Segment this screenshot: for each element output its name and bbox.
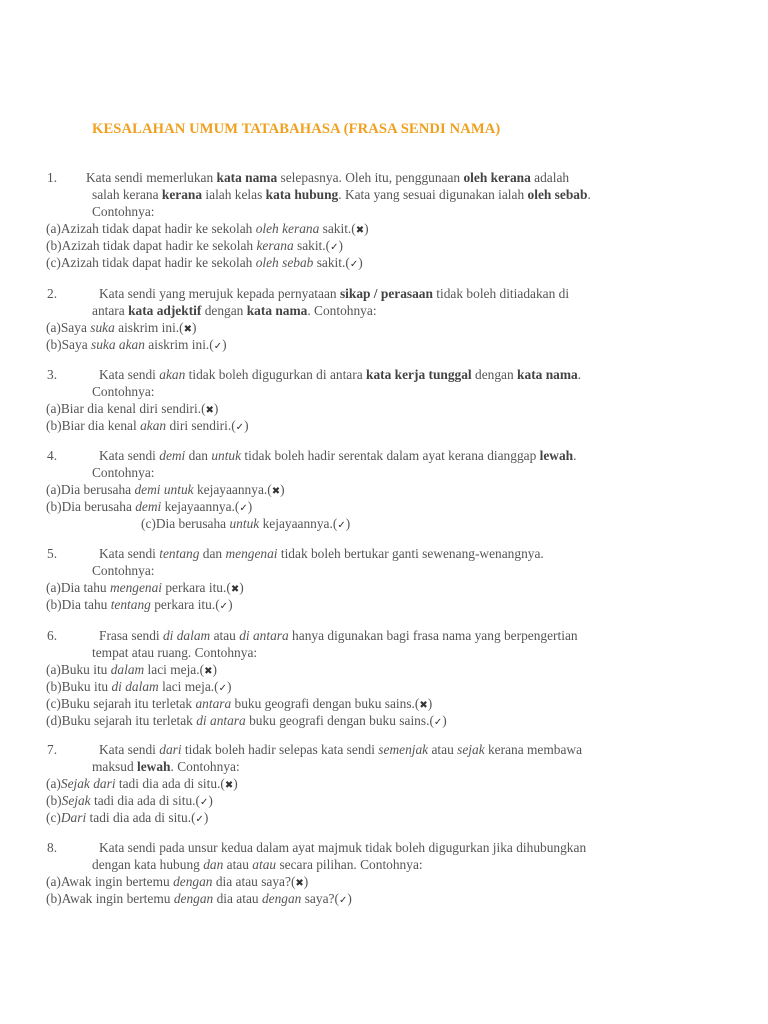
check-mark-icon: ✓ xyxy=(330,242,339,253)
example-line: (a)Sejak dari tadi dia ada di situ.(✖) xyxy=(46,776,238,791)
bold-term: lewah xyxy=(137,759,171,774)
cross-mark-icon: ✖ xyxy=(224,780,234,791)
italic-term: oleh kerana xyxy=(255,221,320,236)
example-line: (b)Azizah tidak dapat hadir ke sekolah kerana sakit.(✓) xyxy=(46,238,343,253)
italic-term: Sejak dari xyxy=(60,776,116,791)
bold-term: kata adjektif xyxy=(128,303,202,318)
italic-term: di antara xyxy=(196,713,246,728)
check-mark-icon: ✓ xyxy=(239,503,248,514)
point-text-line: Kata sendi demi dan untuk tidak boleh hadir serentak dalam ayat kerana dianggap lewah. xyxy=(99,448,577,463)
example-line: (a)Dia berusaha demi untuk kejayaannya.(✖) xyxy=(46,482,285,497)
italic-term: dengan xyxy=(173,891,214,906)
cross-mark-icon: ✖ xyxy=(204,666,213,677)
example-line: (b)Saya suka akan aiskrim ini.(✓) xyxy=(46,337,227,352)
point-text-line: Kata sendi tentang dan mengenai tidak boleh bertukar ganti sewenang-wenangnya. xyxy=(99,546,544,561)
cross-mark-icon: ✖ xyxy=(205,405,214,416)
example-line: (c)Azizah tidak dapat hadir ke sekolah oleh sebab sakit.(✓) xyxy=(46,255,363,270)
example-line: (b)Dia tahu tentang perkara itu.(✓) xyxy=(46,597,233,612)
italic-term: atau xyxy=(252,857,277,872)
example-line: (b)Biar dia kenal akan diri sendiri.(✓) xyxy=(46,418,249,433)
example-line: (a)Saya suka aiskrim ini.(✖) xyxy=(46,320,197,335)
cross-mark-icon: ✖ xyxy=(183,324,193,335)
example-line: (b)Sejak tadi dia ada di situ.(✓) xyxy=(46,793,213,808)
point-text-line: dengan kata hubung dan atau atau secara pilihan. Contohnya: xyxy=(92,857,423,872)
point-text-line: Contohnya: xyxy=(92,563,155,578)
italic-term: kerana xyxy=(256,238,294,253)
check-mark-icon: ✓ xyxy=(235,422,245,433)
cross-mark-icon: ✖ xyxy=(271,486,281,497)
point-text-line: Kata sendi yang merujuk kepada pernyataan sikap / perasaan tidak boleh ditiadakan di xyxy=(99,286,570,301)
point-text-line: Contohnya: xyxy=(92,465,155,480)
cross-mark-icon: ✖ xyxy=(419,700,428,711)
point-text-line: antara kata adjektif dengan kata nama. Contohnya: xyxy=(92,303,377,318)
example-line: (a)Buku itu dalam laci meja.(✖) xyxy=(46,662,217,677)
point-number: 7. xyxy=(47,742,58,757)
italic-term: semenjak xyxy=(378,742,429,757)
italic-term: antara xyxy=(195,696,232,711)
italic-term: dan xyxy=(203,857,224,872)
point-text-line: Kata sendi memerlukan kata nama selepasnya. Oleh itu, penggunaan oleh kerana adalah xyxy=(86,170,570,185)
cross-mark-icon: ✖ xyxy=(355,225,365,236)
bold-term: kata kerja tunggal xyxy=(366,367,472,382)
example-line: (c)Buku sejarah itu terletak antara buku geografi dengan buku sains.(✖) xyxy=(46,696,433,711)
bold-term: sikap / perasaan xyxy=(339,286,433,301)
point-number: 8. xyxy=(47,840,58,855)
point-number: 6. xyxy=(47,628,58,643)
example-line: (c)Dia berusaha untuk kejayaannya.(✓) xyxy=(141,516,351,531)
italic-term: sejak xyxy=(457,742,485,757)
check-mark-icon: ✓ xyxy=(213,341,223,352)
italic-term: dengan xyxy=(261,891,302,906)
example-line: (c)Dari tadi dia ada di situ.(✓) xyxy=(46,810,209,825)
check-mark-icon: ✓ xyxy=(338,895,348,906)
italic-term: untuk xyxy=(211,448,242,463)
example-line: (a)Dia tahu mengenai perkara itu.(✖) xyxy=(46,580,244,595)
bold-term: kata nama xyxy=(517,367,578,382)
italic-term: tentang xyxy=(110,597,151,612)
italic-term: mengenai xyxy=(109,580,163,595)
example-line: (b)Awak ingin bertemu dengan dia atau dengan saya?(✓) xyxy=(46,891,352,906)
bold-term: kerana xyxy=(161,187,203,202)
italic-term: demi xyxy=(135,499,162,514)
italic-term: demi xyxy=(159,448,186,463)
bold-term: kata nama xyxy=(216,170,278,185)
bold-term: oleh sebab xyxy=(527,187,588,202)
check-mark-icon: ✓ xyxy=(195,814,204,825)
example-line: (b)Buku itu di dalam laci meja.(✓) xyxy=(46,679,232,694)
point-text-line: Kata sendi dari tidak boleh hadir selepas kata sendi semenjak atau sejak kerana membawa xyxy=(99,742,583,757)
point-text-line: Contohnya: xyxy=(92,204,155,219)
check-mark-icon: ✓ xyxy=(433,717,443,728)
example-line: (a)Biar dia kenal diri sendiri.(✖) xyxy=(46,401,219,416)
italic-term: dari xyxy=(159,742,182,757)
point-text-line: Contohnya: xyxy=(92,384,155,399)
check-mark-icon: ✓ xyxy=(219,601,229,612)
italic-term: tentang xyxy=(159,546,200,561)
italic-term: demi untuk xyxy=(134,482,194,497)
italic-term: di dalam xyxy=(111,679,159,694)
italic-term: suka akan xyxy=(91,337,145,352)
point-number: 2. xyxy=(47,286,58,301)
italic-term: akan xyxy=(159,367,186,382)
italic-term: mengenai xyxy=(225,546,278,561)
point-number: 1. xyxy=(47,170,58,185)
italic-term: Sejak xyxy=(61,793,91,808)
bold-term: kata nama xyxy=(246,303,308,318)
example-line: (b)Dia berusaha demi kejayaannya.(✓) xyxy=(46,499,253,514)
point-text-line: salah kerana kerana ialah kelas kata hubung. Kata yang sesuai digunakan ialah oleh sebab. xyxy=(92,187,591,202)
cross-mark-icon: ✖ xyxy=(230,584,240,595)
italic-term: oleh sebab xyxy=(255,255,314,270)
check-mark-icon: ✓ xyxy=(337,520,346,531)
italic-term: untuk xyxy=(229,516,260,531)
point-text-line: Kata sendi akan tidak boleh digugurkan di antara kata kerja tunggal dengan kata nama. xyxy=(99,367,582,382)
bold-term: lewah xyxy=(539,448,574,463)
cross-mark-icon: ✖ xyxy=(295,878,304,889)
example-line: (d)Buku sejarah itu terletak di antara buku geografi dengan buku sains.(✓) xyxy=(46,713,447,728)
italic-term: dalam xyxy=(110,662,145,677)
italic-term: Dari xyxy=(60,810,87,825)
point-text-line: tempat atau ruang. Contohnya: xyxy=(92,645,258,660)
page-title: KESALAHAN UMUM TATABAHASA (FRASA SENDI NAMA) xyxy=(92,121,501,137)
example-line: (a)Azizah tidak dapat hadir ke sekolah oleh kerana sakit.(✖) xyxy=(46,221,369,236)
bold-term: kata hubung xyxy=(265,187,339,202)
check-mark-icon: ✓ xyxy=(199,797,209,808)
bold-term: oleh kerana xyxy=(463,170,531,185)
italic-term: di antara xyxy=(239,628,289,643)
point-text-line: maksud lewah. Contohnya: xyxy=(92,759,240,774)
point-number: 5. xyxy=(47,546,58,561)
italic-term: akan xyxy=(140,418,167,433)
check-mark-icon: ✓ xyxy=(349,259,359,270)
point-text-line: Kata sendi pada unsur kedua dalam ayat majmuk tidak boleh digugurkan jika dihubungkan xyxy=(99,840,587,855)
italic-term: di dalam xyxy=(162,628,211,643)
example-line: (a)Awak ingin bertemu dengan dia atau saya?(✖) xyxy=(46,874,309,889)
point-text-line: Frasa sendi di dalam atau di antara hanya digunakan bagi frasa nama yang berpengertian xyxy=(99,628,578,643)
point-number: 3. xyxy=(47,367,58,382)
italic-term: suka xyxy=(90,320,115,335)
check-mark-icon: ✓ xyxy=(218,683,227,694)
italic-term: dengan xyxy=(173,874,213,889)
point-number: 4. xyxy=(47,448,58,463)
